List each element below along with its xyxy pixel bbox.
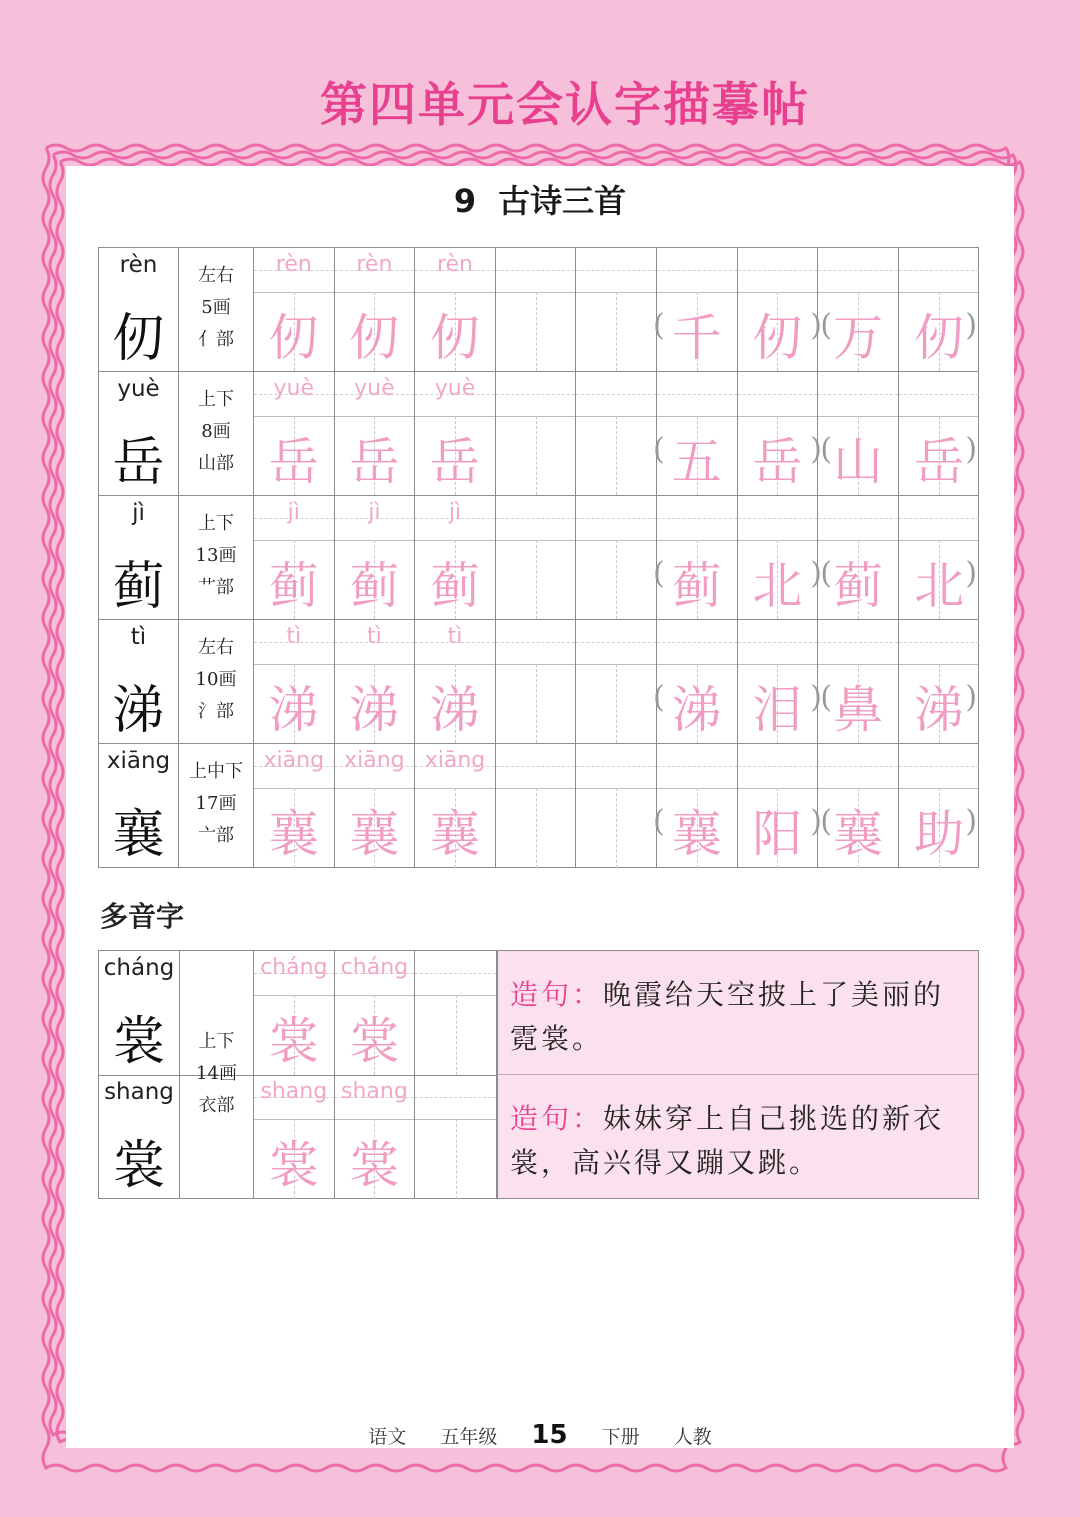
practice-cell[interactable] (576, 248, 657, 371)
practice-cell[interactable] (496, 620, 577, 743)
lesson-name: 古诗三首 (498, 182, 627, 220)
trace-character: 仞 (349, 309, 400, 367)
parenthesis: ) (965, 680, 978, 715)
trace-pinyin: xiāng (424, 748, 486, 773)
radical-label: 山部 (198, 453, 234, 474)
main-character-cell (99, 372, 179, 495)
trace-pinyin: jì (448, 500, 462, 525)
word-character: 襄 (671, 805, 722, 863)
word-character: 蓟 (832, 557, 883, 615)
trace-character: 岳 (349, 433, 400, 491)
trace-character: 涕 (268, 681, 319, 739)
word-character: 北 (752, 557, 803, 615)
trace-character: 裳 (268, 1136, 319, 1194)
practice-cell[interactable] (254, 951, 335, 1075)
trace-character: 裳 (268, 1012, 319, 1070)
character: 涕 (112, 681, 165, 741)
radical-label: 亠部 (198, 825, 234, 846)
trace-pinyin: tì (367, 624, 382, 649)
radical-label: 亻部 (198, 329, 234, 350)
parenthesis: ( (820, 556, 832, 591)
practice-cell[interactable] (254, 1075, 335, 1199)
practice-cell[interactable] (254, 248, 335, 371)
structure-label: 上中下 (189, 761, 243, 782)
trace-pinyin: rèn (275, 252, 312, 277)
practice-cell[interactable] (738, 496, 819, 619)
parenthesis: ) (810, 556, 822, 591)
parenthesis: ( (820, 308, 832, 343)
trace-character: 涕 (349, 681, 400, 739)
character-row (99, 372, 978, 496)
parenthesis: ( (820, 432, 832, 467)
word-character: 阳 (752, 805, 803, 863)
parenthesis: ( (653, 556, 665, 591)
trace-character: 裳 (349, 1136, 400, 1194)
parenthesis: ) (810, 432, 822, 467)
practice-cell[interactable] (657, 496, 738, 619)
radical-label: 艹部 (198, 577, 234, 598)
practice-cell[interactable] (738, 620, 819, 743)
trace-pinyin: xiāng (263, 748, 325, 773)
trace-pinyin: xiāng (344, 748, 405, 773)
sentence-2 (510, 1097, 968, 1185)
sentence-panel (497, 951, 978, 1198)
parenthesis: ( (653, 432, 665, 467)
polyphone-table (98, 950, 979, 1199)
word-character: 北 (914, 557, 965, 615)
character: 裳 (112, 1136, 165, 1196)
trace-character: 涕 (429, 681, 480, 739)
polyphone-info (179, 951, 254, 1198)
pinyin: jì (132, 500, 145, 526)
practice-cell[interactable] (415, 1075, 497, 1199)
pinyin: xiāng (106, 748, 171, 774)
trace-character: 襄 (268, 805, 319, 863)
word-character: 涕 (914, 681, 965, 739)
practice-cell[interactable] (657, 248, 738, 371)
word-character: 泪 (752, 681, 803, 739)
word-character: 千 (671, 309, 722, 367)
strokes-label: 8画 (201, 421, 231, 442)
trace-pinyin: cháng (260, 955, 328, 980)
strokes-label: 14画 (196, 1063, 237, 1084)
word-character: 仞 (752, 309, 803, 367)
structure-label: 上下 (198, 1031, 235, 1052)
sentence-divider (498, 1074, 978, 1075)
practice-cell[interactable] (254, 372, 335, 495)
structure-label: 左右 (198, 265, 234, 286)
footer-volume: 下册 (601, 1426, 640, 1448)
trace-pinyin: jì (287, 500, 300, 525)
practice-cell[interactable] (415, 248, 496, 371)
lesson-number: 9 (453, 182, 477, 220)
trace-pinyin: tì (447, 624, 463, 649)
practice-cell[interactable] (657, 620, 738, 743)
parenthesis: ) (965, 804, 978, 839)
pinyin: rèn (119, 252, 158, 278)
main-character-cell (99, 248, 179, 371)
strokes-label: 10画 (195, 669, 237, 690)
character-info (179, 744, 254, 868)
footer-subject: 语文 (368, 1426, 407, 1448)
practice-cell[interactable] (335, 372, 416, 495)
polyphone-row (99, 951, 497, 1076)
trace-character: 蓟 (268, 557, 319, 615)
practice-cell[interactable] (496, 248, 577, 371)
main-character-cell (99, 1075, 179, 1199)
trace-pinyin: shang (340, 1079, 408, 1104)
practice-cell[interactable] (415, 620, 496, 743)
footer-edition: 人教 (673, 1426, 712, 1448)
character-row (99, 496, 978, 620)
practice-cell[interactable] (738, 372, 819, 495)
character: 襄 (112, 805, 165, 865)
trace-character: 仞 (268, 309, 319, 367)
trace-pinyin: shang (260, 1079, 328, 1104)
word-character: 助 (914, 805, 965, 863)
parenthesis: ) (810, 804, 822, 839)
trace-character: 襄 (349, 805, 400, 863)
trace-character: 蓟 (429, 557, 480, 615)
practice-cell[interactable] (335, 248, 416, 371)
trace-character: 襄 (429, 805, 480, 863)
main-character-cell (99, 951, 179, 1075)
trace-character: 仞 (429, 309, 480, 367)
polyphone-heading: 多音字 (100, 900, 185, 933)
lesson-title (0, 176, 1080, 222)
practice-cell[interactable] (335, 620, 416, 743)
trace-character: 岳 (268, 433, 319, 491)
strokes-label: 17画 (195, 793, 237, 814)
trace-character: 裳 (349, 1012, 400, 1070)
word-character: 仞 (914, 309, 965, 367)
practice-cell[interactable] (576, 744, 657, 868)
character-row (99, 248, 978, 372)
practice-cell[interactable] (576, 496, 657, 619)
pinyin: tì (130, 624, 147, 650)
practice-cell[interactable] (738, 744, 819, 868)
character-info (179, 620, 254, 743)
character: 蓟 (112, 557, 165, 617)
sentence-1 (510, 973, 968, 1061)
parenthesis: ( (653, 680, 665, 715)
character-row (99, 620, 978, 744)
parenthesis: ) (810, 308, 822, 343)
practice-cell[interactable] (496, 372, 577, 495)
practice-cell[interactable] (254, 496, 335, 619)
character-info (179, 372, 254, 495)
character-info (179, 496, 254, 619)
practice-cell[interactable] (496, 744, 577, 868)
character: 仞 (112, 309, 165, 369)
practice-cell[interactable] (415, 372, 496, 495)
word-character: 涕 (671, 681, 722, 739)
pinyin: cháng (103, 955, 175, 981)
sentence-text: 妹妹穿上自己挑选的新衣裳，高兴得又蹦又跳。 (510, 1102, 945, 1179)
radical-label: 氵部 (198, 701, 234, 722)
main-character-cell (99, 496, 179, 619)
practice-cell[interactable] (335, 496, 416, 619)
sentence-label: 造句： (510, 1102, 604, 1135)
practice-cell[interactable] (335, 744, 416, 868)
word-character: 山 (832, 433, 883, 491)
character-table (98, 247, 979, 868)
page-number: 15 (531, 1420, 568, 1450)
practice-cell[interactable] (738, 248, 819, 371)
pinyin: yuè (117, 376, 160, 402)
character-info (179, 248, 254, 371)
trace-pinyin: rèn (356, 252, 393, 277)
practice-cell[interactable] (415, 496, 496, 619)
practice-cell[interactable] (657, 744, 738, 868)
practice-cell[interactable] (335, 1075, 416, 1199)
trace-pinyin: yuè (354, 376, 395, 401)
structure-label: 上下 (198, 513, 234, 534)
parenthesis: ) (965, 556, 978, 591)
word-character: 岳 (752, 433, 803, 491)
word-character: 鼻 (832, 681, 883, 739)
trace-pinyin: jì (368, 500, 381, 525)
practice-cell[interactable] (335, 951, 416, 1075)
sentence-label: 造句： (510, 978, 604, 1011)
trace-character: 岳 (429, 433, 480, 491)
word-character: 蓟 (671, 557, 722, 615)
strokes-label: 5画 (201, 297, 231, 318)
trace-pinyin: yuè (273, 376, 315, 401)
character: 岳 (112, 433, 165, 493)
main-character-cell (99, 620, 179, 743)
footer-grade: 五年级 (440, 1426, 498, 1448)
character: 裳 (112, 1012, 165, 1072)
page-footer (0, 1420, 1080, 1450)
practice-cell[interactable] (415, 951, 497, 1075)
polyphone-row (99, 1075, 497, 1199)
strokes-label: 13画 (195, 545, 237, 566)
parenthesis: ( (653, 804, 665, 839)
parenthesis: ( (820, 680, 832, 715)
structure-label: 左右 (198, 637, 234, 658)
word-character: 万 (832, 309, 883, 367)
practice-cell[interactable] (657, 372, 738, 495)
page-title: 第四单元会认字描摹帖 (320, 78, 810, 133)
character-row (99, 744, 978, 868)
word-character: 襄 (832, 805, 883, 863)
structure-label: 上下 (198, 389, 234, 410)
word-character: 岳 (914, 433, 965, 491)
trace-pinyin: yuè (434, 376, 476, 401)
parenthesis: ( (653, 308, 665, 343)
parenthesis: ( (820, 804, 832, 839)
practice-cell[interactable] (254, 620, 335, 743)
practice-cell[interactable] (254, 744, 335, 868)
parenthesis: ) (965, 432, 978, 467)
practice-cell[interactable] (415, 744, 496, 868)
trace-character: 蓟 (349, 557, 400, 615)
trace-pinyin: rèn (436, 252, 473, 277)
parenthesis: ) (965, 308, 978, 343)
trace-pinyin: cháng (340, 955, 409, 980)
main-character-cell (99, 744, 179, 868)
practice-cell[interactable] (576, 620, 657, 743)
practice-cell[interactable] (576, 372, 657, 495)
pinyin: shang (104, 1079, 174, 1105)
radical-label: 衣部 (198, 1095, 235, 1116)
word-character: 五 (671, 433, 722, 491)
practice-cell[interactable] (496, 496, 577, 619)
parenthesis: ) (810, 680, 822, 715)
sentence-text: 晚霞给天空披上了美丽的霓裳。 (510, 978, 945, 1055)
trace-pinyin: tì (286, 624, 302, 649)
